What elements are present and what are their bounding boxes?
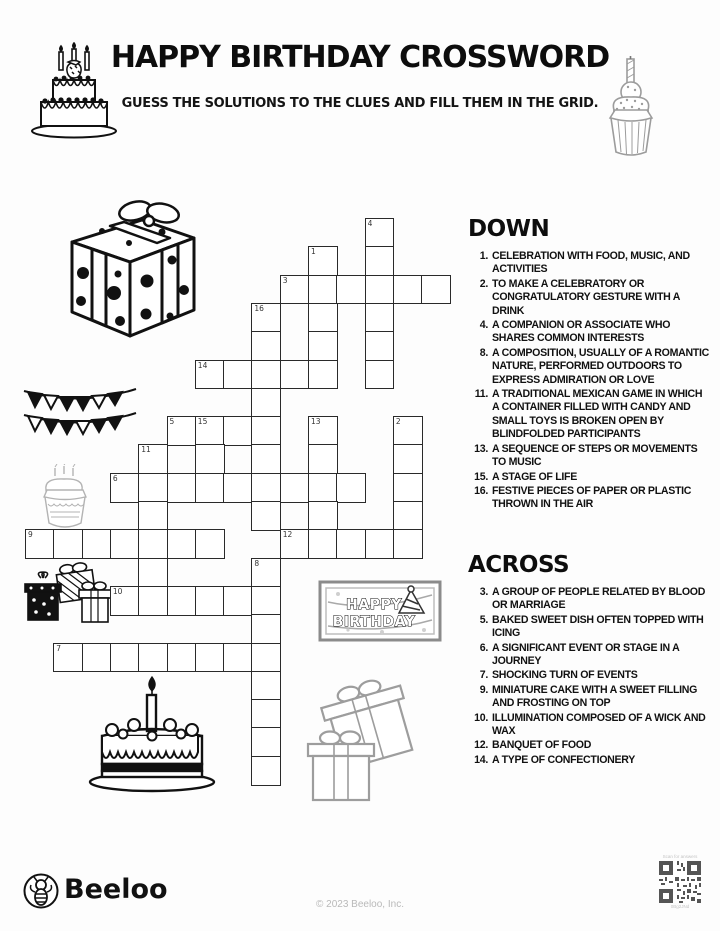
clue-item [468,485,718,512]
across-clues-section [468,552,718,768]
cell-number: 3 [282,275,288,285]
grid-cell[interactable] [223,360,253,390]
clue-text: A TRADITIONAL MEXICAN GAME IN WHICH A CONTAINER FILLED WITH CANDY AND SMALL TOYS IS BROKEN OPEN BY BLINDFOLDED PARTICIPANTS [492,388,703,441]
grid-cell[interactable] [195,444,225,474]
grid-cell[interactable] [167,473,197,503]
qr-caption-top: Scan for answers [662,854,698,859]
grid-cell[interactable] [138,473,168,503]
grid-cell[interactable] [53,643,83,673]
grid-cell[interactable] [336,529,366,559]
cell-number: 7 [56,643,62,653]
grid-cell[interactable] [251,501,281,531]
grid-cell[interactable] [251,727,281,757]
grid-cell[interactable] [308,501,338,531]
cell-number: 4 [367,219,373,228]
clue-item [468,614,718,641]
grid-cell[interactable] [308,246,338,276]
clue-text: BANQUET OF FOOD [492,739,592,752]
grid-cell[interactable] [223,416,253,446]
sign-text-line2: BIRTHDAY [332,614,416,630]
clue-number: 9. [479,683,488,696]
grid-cell[interactable] [251,643,281,673]
grid-cell[interactable] [138,501,168,531]
clue-text: CELEBRATION WITH FOOD, MUSIC, AND ACTIVITIES [492,250,690,276]
grid-cell[interactable] [251,303,281,333]
grid-cell[interactable] [365,331,395,361]
grid-cell[interactable] [251,473,281,503]
clue-item [468,319,718,346]
grid-cell[interactable] [393,275,423,305]
grid-cell[interactable] [365,246,395,276]
grid-cell[interactable] [280,275,310,305]
clue-text: A SIGNIFICANT EVENT OR STAGE IN A JOURNEY [492,641,680,668]
cell-number: 5 [169,417,175,427]
cell-number: 6 [112,473,118,483]
grid-cell[interactable] [82,643,112,673]
cell-number: 15 [197,417,208,427]
grid-cell[interactable] [110,586,140,616]
grid-cell[interactable] [336,473,366,503]
grid-cell[interactable] [167,586,197,616]
cell-number: 10 [112,586,123,596]
page-title: HAPPY BIRTHDAY CROSSWORD [110,40,610,75]
clue-text: MINIATURE CAKE WITH A SWEET FILLING AND FROSTING ON TOP [492,683,698,710]
clue-item [468,388,718,442]
cell-number: 11 [141,445,151,455]
clue-text: FESTIVE PIECES OF PAPER OR PLASTIC THROWN IN THE AIR [492,484,692,511]
grid-cell[interactable] [308,303,338,333]
clue-number: 10. [474,711,488,724]
copyright-text: © 2023 Beeloo, Inc. [316,899,404,910]
grid-cell[interactable] [280,473,310,503]
grid-cell[interactable] [138,444,168,474]
clue-item [468,684,718,711]
grid-cell[interactable] [110,643,140,673]
grid-cell[interactable] [138,643,168,673]
down-heading: DOWN [468,216,550,242]
grid-cell[interactable] [82,529,112,559]
clue-item [468,642,718,669]
cell-number: 8 [254,558,260,568]
down-clues-section [468,216,718,513]
grid-cell[interactable] [25,529,55,559]
clue-number: 3. [479,586,488,598]
clue-number: 7. [479,669,488,682]
across-list [468,586,718,767]
grid-cell[interactable] [223,643,253,673]
grid-cell[interactable] [110,529,140,559]
grid-cell[interactable] [251,388,281,418]
grid-cell[interactable] [308,473,338,503]
clue-number: 2. [479,277,488,290]
grid-cell[interactable] [365,360,395,390]
clue-text: A GROUP OF PEOPLE RELATED BY BLOOD OR MARRIAGE [492,586,706,612]
cell-number: 12 [282,530,293,540]
qr-block [655,854,705,910]
crossword-grid [25,218,455,788]
grid-cell[interactable] [308,360,338,390]
clue-number: 14. [474,753,488,766]
cell-number: 1 [311,247,316,257]
grid-cell[interactable] [308,275,338,305]
grid-cell[interactable] [336,275,366,305]
clue-item [468,712,718,739]
clue-number: 16. [474,484,488,497]
grid-cell[interactable] [251,558,281,588]
clue-item [468,586,718,613]
page-subtitle: GUESS THE SOLUTIONS TO THE CLUES AND FILL THEM IN THE GRID. [121,96,599,111]
grid-cell[interactable] [138,529,168,559]
clue-text: A COMPOSITION, USUALLY OF A ROMANTIC NATURE, PERFORMED OUTDOORS TO EXPRESS ADMIRATION OR LOVE [492,346,709,386]
grid-cell[interactable] [393,416,423,446]
cupcake-illustration [594,56,668,158]
grid-cell[interactable] [251,586,281,616]
grid-cell[interactable] [393,444,423,474]
clue-item [468,278,718,318]
grid-cell[interactable] [251,756,281,786]
cell-number: 13 [311,417,321,427]
grid-cell[interactable] [195,529,225,559]
grid-cell[interactable] [308,331,338,361]
grid-cell[interactable] [365,529,395,559]
grid-cell[interactable] [167,416,197,446]
across-heading: ACROSS [468,552,570,578]
clue-item [468,443,718,470]
clue-text: ILLUMINATION COMPOSED OF A WICK AND WAX [492,711,706,738]
cell-number: 9 [28,530,33,540]
qr-code [659,861,701,903]
grid-cell[interactable] [308,416,338,446]
grid-cell[interactable] [138,558,168,588]
grid-cell[interactable] [308,529,338,559]
cell-number: 2 [395,417,401,427]
grid-cell[interactable] [195,360,225,390]
grid-cell[interactable] [195,643,225,673]
clue-text: BAKED SWEET DISH OFTEN TOPPED WITH ICING [492,613,704,640]
grid-cell[interactable] [421,275,451,305]
clue-item [468,250,718,277]
cell-number: 16 [254,303,264,313]
clue-text: A COMPANION OR ASSOCIATE WHO SHARES COMMON INTERESTS [492,319,671,345]
grid-cell[interactable] [167,643,197,673]
grid-cell[interactable] [365,275,395,305]
clue-number: 4. [479,319,488,332]
clue-number: 8. [479,346,488,359]
tiered-cake-illustration [26,42,122,142]
grid-cell[interactable] [251,614,281,644]
clue-number: 1. [479,250,488,262]
clue-item [468,669,718,682]
grid-cell[interactable] [223,586,253,616]
grid-cell[interactable] [251,360,281,390]
grid-cell[interactable] [393,501,423,531]
cell-number: 14 [197,360,208,370]
clue-item [468,754,718,767]
clue-item [468,739,718,752]
clue-number: 11. [474,388,488,401]
grid-cell[interactable] [223,473,253,503]
clue-text: A STAGE OF LIFE [492,470,577,483]
grid-cell[interactable] [251,671,281,701]
grid-cell[interactable] [195,473,225,503]
grid-cell[interactable] [365,303,395,333]
down-list [468,250,718,512]
clue-item [468,471,718,484]
grid-cell[interactable] [251,331,281,361]
clue-number: 13. [474,442,488,455]
clue-number: 15. [474,470,488,483]
grid-cell[interactable] [110,473,140,503]
grid-cell[interactable] [251,699,281,729]
grid-cell[interactable] [365,218,395,248]
grid-cell[interactable] [393,473,423,503]
clue-text: A SEQUENCE OF STEPS OR MOVEMENTS TO MUSIC [492,442,698,469]
clue-number: 6. [479,641,488,654]
grid-cell[interactable] [53,529,83,559]
grid-cell[interactable] [280,360,310,390]
clue-text: TO MAKE A CELEBRATORY OR CONGRATULATORY GESTURE WITH A DRINK [492,277,680,317]
clue-number: 12. [474,739,488,752]
grid-cell[interactable] [167,529,197,559]
grid-cell[interactable] [195,416,225,446]
grid-cell[interactable] [251,444,281,474]
clue-text: SHOCKING TURN OF EVENTS [492,669,638,682]
clue-item [468,347,718,387]
clue-number: 5. [479,613,488,626]
grid-cell[interactable] [280,529,310,559]
qr-caption-bottom: 0Bg2JNd [670,904,690,909]
grid-cell[interactable] [251,416,281,446]
grid-cell[interactable] [195,586,225,616]
grid-cell[interactable] [308,444,338,474]
sign-text-line1: HAPPY [346,597,402,613]
grid-cell[interactable] [138,586,168,616]
grid-cell[interactable] [393,529,423,559]
brand-name: Beeloo [64,874,168,905]
clue-text: A TYPE OF CONFECTIONERY [492,753,635,766]
